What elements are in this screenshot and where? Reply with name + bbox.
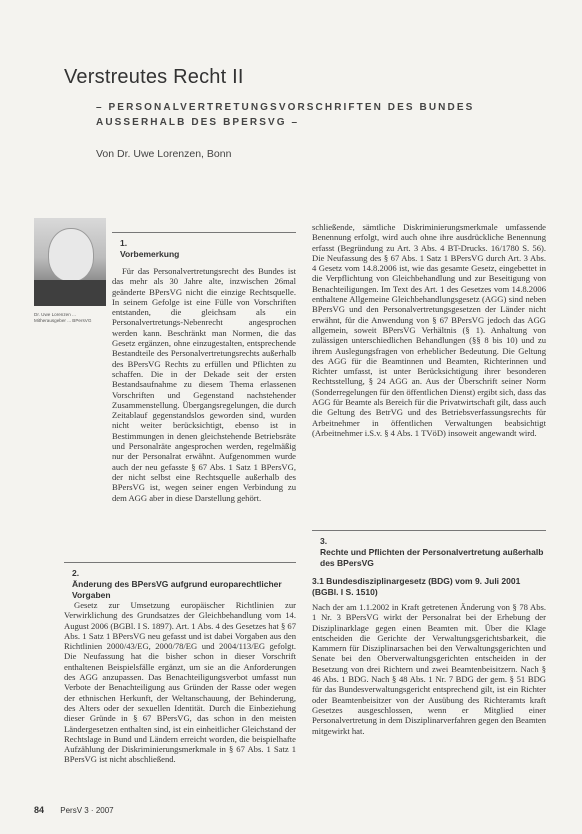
- section-3-rule: [312, 530, 546, 531]
- section-1-paragraph: Für das Personalvertretungsrecht des Bundes ist das mehr als 30 Jahre alte, inzwischen 26mal geänderte BPersVG nicht die einzige Rechtsquelle. In seinem Gefolge ist eine Fülle von Vorschriften entstanden, die gleichsam als ein Personalvertretungs-Nebenrecht angesprochen werden kann. Beschränkt man Normen, die das Gesetz ergänzen, ohne einzugestalten, entsprechende Bestandteile des Personalvertretungsrechts außerhalb des BPersVG Rechts zu erfüllen und Pflichten zu schaffen. Die in der Dekade seit der ersten Bestandsaufnahme zu diesem Thema erlassenen Vorschriften und Gegenstand nachstehender Zusammenstellung. Übergangsregelungen, die durch Zeitablauf gegenstandslos geworden sind, wurden nicht weiter berücksichtigt, ebenso ist in Bestimmungen in denen gleichstehende Betriebsräte und Personalräte angesprochen werden, regelmäßig nur der Personalrat erwähnt. Aufgenommen wurde auch der neu gefasste § 67 Abs. 1 Satz 1 BPersVG, der nicht selbst eine Rechtsquelle außerhalb des BPersVG ist, wegen seiner engen Verbindung zu dem AGG aber in diese Darstellung gehört.: [112, 266, 296, 503]
- section-1-text: [34, 266, 296, 558]
- photo-caption: Dr. Uwe Lorenzen ... Mitherausgeber ... BPersVG: [34, 312, 92, 323]
- page-footer: [34, 805, 114, 815]
- section-1-heading: [120, 238, 296, 260]
- section-2-paragraph: Gesetz zur Umsetzung europäischer Richtlinien zur Verwirklichung des Grundsatzes der Gleichbehandlung vom 14. August 2006 (BGBl. I S. 1897). Art. 1 Abs. 4 des Gesetzes hat § 67 Abs. 1 Satz 1 BPersVG neu gefasst und ist dabei Vorgaben aus den Richtlinien 2000/43/EG, 2000/78/EG und 2004/113/EG gefolgt. Die Neufassung hat die bisher schon in dieser Vorschrift enthaltenen Beispielsfälle ergänzt, um sie an die Anforderungen des AGG anzupassen. Das Benachteiligungsverbot umfasst nun Verbote der Benachteiligung aus Gründen der Rasse oder wegen der ethnischen Herkunft, der Weltanschauung, der Behinderung, des Alters oder der sexuellen Identität. Durch die Einbeziehung dieser Gründe in § 67 BPersVG, das schon in den meisten Ländergesetzen enthalten sind, ist ein einheitlicher Gleichstand der Rechtslage in Bund und Ländern erreicht worden, die beispielhafte Aufzählung der Diskriminierungsmerkmale in § 67 Abs. 1 Satz 1 BPersVG ist nicht abschließend.: [64, 600, 296, 765]
- author-line: Von Dr. Uwe Lorenzen, Bonn: [96, 148, 232, 160]
- section-3-1-paragraph: Nach der am 1.1.2002 in Kraft getretenen Änderung von § 78 Abs. 1 Nr. 3 BPersVG wirkt der Personalrat bei der Erhebung der Disziplinarklage gegen einen Beamten mit. Über die Klage entscheiden die Gerichte der Verwaltungsgerichtsbarkeit, die Kammern für Disziplinarsachen bei den Verwaltungsgerichten und Senate bei den Oberverwaltungsgerichten entscheiden in der Besetzung von drei Richtern und zwei Beamtenbeisitzern. Nach § 46 Abs. 1 BDG. Nach § 48 Abs. 1 Nr. 7 BDG der gem. § 51 BDG für das Bundesverwaltungsgericht entsprechend gilt, ist ein Richter oder Beamtenbeisitzer von der Ausübung des Richteramts kraft Gesetzes ausgeschlossen, wenn er Mitglied einer Personalvertretung in dem Disziplinarverfahren gegen den Beamten mitgewirkt hat.: [312, 602, 546, 736]
- section-3-number: 3.: [320, 536, 328, 546]
- section-3-title: Rechte und Pflichten der Personalvertretung außerhalb des BPersVG: [320, 547, 544, 568]
- right-column-text: [312, 222, 546, 520]
- right-column-paragraph: schließende, sämtliche Diskriminierungsmerkmale umfassende Benennung erfolgt, wird auch ohne ihre ausdrückliche Benennung erfasst (Begründung zu Art. 3 Abs. 4 BT-Drucks. 16/1780 S. 56). Die Neufassung des § 67 Abs. 1 Satz 1 BPersVG durch Art. 3 Abs. 4 Gesetz vom 14.8.2006 ist, wie das gesamte Gesetz, eingebettet in die Verpflichtung von Gleichbehandlung und zur Beseitigung von Benachteiligungen. Im Text des Art. 1 des Gesetzes vom 14.8.2006 enthaltene Allgemeine Gleichbehandlungsgesetz (AGG) sind neben BPersVG und den Personalvertretungsgesetzen der Länder nicht erwähnt, für die Anwendung von § 67 BPersVG jedoch das AGG allgemein, soweit BPersVG Verhältnis (§ 1). Anhaltung von zulässigen unterschiedlichen Behandlungen (§§ 8 bis 10) und zu ihrem Auslegungsfragen von erheblicher Bedeutung. Die Geltung des AGG für die Beamtinnen und Beamten, Richterinnen und Richter umfasst, ist unter Berücksichtigung ihrer besonderen Rechtsstellung, § 24 AGG an. Aus der Überschrift seiner Norm (Sonderregelungen für den öffentlichen Dienst) ergibt sich, dass das AGG für Beamte als Bereich für die Privatwirtschaft gilt, dass auch die Geltung des BetrVG und des Betriebsverfassungsrechts für Arbeitnehmer in öffentlichen Verwaltungen beabsichtigt (Arbeitnehmer i.S.v. § 4 Abs. 1 TVöD) insoweit angewandt wird.: [312, 222, 546, 438]
- journal-reference: PersV 3 · 2007: [60, 806, 114, 815]
- page-number: 84: [34, 805, 45, 815]
- section-3-1-heading: 3.1 Bundesdisziplinargesetz (BDG) vom 9. Juli 2001 (BGBl. I S. 1510): [312, 576, 521, 597]
- section-2-rule: [64, 562, 296, 563]
- section-3-heading: [320, 536, 546, 569]
- section-1-number: 1.: [120, 238, 128, 248]
- section-1-title: Vorbemerkung: [120, 249, 180, 259]
- section-2-text: [64, 600, 296, 798]
- section-2-number: 2.: [72, 568, 80, 578]
- article-title: Verstreutes Recht II: [64, 66, 244, 88]
- article-subtitle: – PERSONALVERTRETUNGSVORSCHRIFTEN DES BUNDES AUSSERHALB DES BPERSVG –: [96, 102, 475, 128]
- section-2-title: Änderung des BPersVG aufgrund europarechtlicher Vorgaben: [72, 579, 282, 600]
- section-1-rule: [112, 232, 296, 233]
- section-3-1-text: [312, 602, 546, 798]
- section-2-heading: [72, 568, 296, 601]
